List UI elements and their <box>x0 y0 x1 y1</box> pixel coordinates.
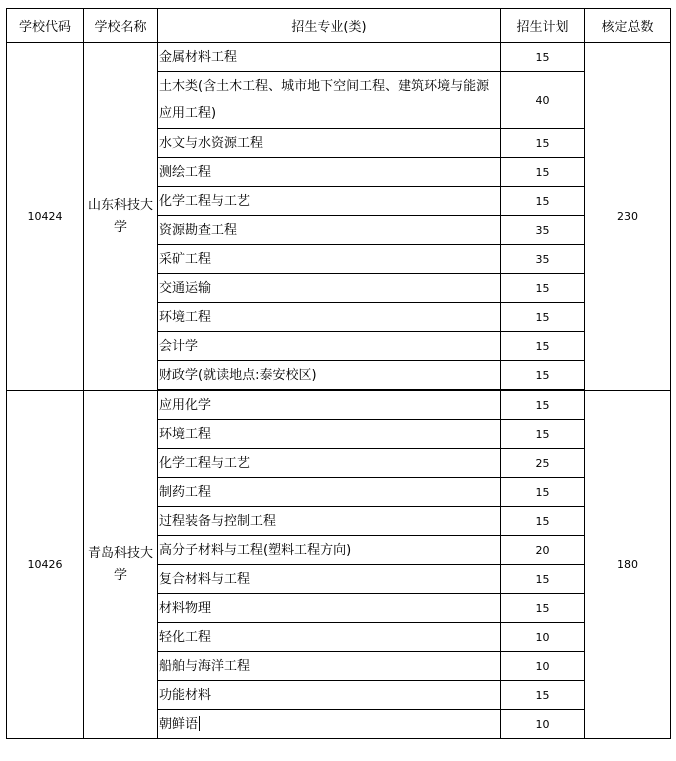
plan-cell[interactable]: 15 <box>501 43 585 72</box>
major-cell[interactable]: 测绘工程 <box>158 158 501 187</box>
school-name-cell[interactable]: 青岛科技大学 <box>84 391 158 739</box>
header-school-code[interactable]: 学校代码 <box>7 9 84 43</box>
plan-cell[interactable]: 15 <box>501 129 585 158</box>
plan-cell[interactable]: 10 <box>501 652 585 681</box>
major-cell[interactable]: 高分子材料与工程(塑料工程方向) <box>158 536 501 565</box>
major-cell[interactable]: 材料物理 <box>158 594 501 623</box>
major-cell[interactable]: 应用化学 <box>158 391 501 420</box>
plan-cell[interactable]: 15 <box>501 158 585 187</box>
major-cell[interactable]: 轻化工程 <box>158 623 501 652</box>
major-cell[interactable]: 环境工程 <box>158 420 501 449</box>
major-cell[interactable]: 财政学(就读地点:泰安校区) <box>158 361 501 390</box>
plan-cell[interactable]: 15 <box>501 391 585 420</box>
table-row <box>7 43 671 72</box>
major-cell[interactable]: 水文与水资源工程 <box>158 129 501 158</box>
total-cell[interactable]: 230 <box>585 43 671 391</box>
major-cell[interactable]: 过程装备与控制工程 <box>158 507 501 536</box>
plan-cell[interactable]: 15 <box>501 478 585 507</box>
major-cell[interactable]: 船舶与海洋工程 <box>158 652 501 681</box>
plan-cell[interactable]: 15 <box>501 361 585 390</box>
plan-cell[interactable]: 10 <box>501 710 585 739</box>
header-school-name[interactable]: 学校名称 <box>84 9 158 43</box>
header-total[interactable]: 核定总数 <box>585 9 671 43</box>
plan-cell[interactable]: 35 <box>501 216 585 245</box>
plan-cell[interactable]: 15 <box>501 507 585 536</box>
plan-cell[interactable]: 15 <box>501 420 585 449</box>
major-cell[interactable]: 资源勘查工程 <box>158 216 501 245</box>
plan-cell[interactable]: 15 <box>501 594 585 623</box>
plan-cell[interactable]: 15 <box>501 274 585 303</box>
major-cell[interactable]: 环境工程 <box>158 303 501 332</box>
plan-cell[interactable]: 15 <box>501 565 585 594</box>
header-major[interactable]: 招生专业(类) <box>158 9 501 43</box>
plan-cell[interactable]: 15 <box>501 187 585 216</box>
total-cell[interactable]: 180 <box>585 391 671 739</box>
table-row <box>7 391 671 420</box>
major-cell[interactable]: 化学工程与工艺 <box>158 187 501 216</box>
plan-cell[interactable]: 15 <box>501 681 585 710</box>
major-cell[interactable]: 功能材料 <box>158 681 501 710</box>
plan-cell[interactable]: 15 <box>501 303 585 332</box>
school-code-cell[interactable]: 10426 <box>7 391 84 739</box>
major-text: 朝鲜语 <box>159 716 199 732</box>
text-cursor <box>199 716 200 731</box>
school-name-cell[interactable]: 山东科技大学 <box>84 43 158 391</box>
school-code-cell[interactable]: 10424 <box>7 43 84 391</box>
major-cell[interactable]: 采矿工程 <box>158 245 501 274</box>
major-cell[interactable]: 化学工程与工艺 <box>158 449 501 478</box>
major-cell[interactable]: 会计学 <box>158 332 501 361</box>
plan-cell[interactable]: 35 <box>501 245 585 274</box>
header-plan[interactable]: 招生计划 <box>501 9 585 43</box>
major-cell[interactable]: 金属材料工程 <box>158 43 501 72</box>
major-cell[interactable]: 交通运输 <box>158 274 501 303</box>
plan-cell[interactable]: 15 <box>501 332 585 361</box>
major-cell[interactable]: 土木类(含土木工程、城市地下空间工程、建筑环境与能源应用工程) <box>158 72 501 129</box>
major-cell[interactable]: 制药工程 <box>158 478 501 507</box>
admission-plan-table <box>6 8 671 739</box>
plan-cell[interactable]: 20 <box>501 536 585 565</box>
major-cell[interactable] <box>158 710 501 739</box>
header-row <box>7 9 671 43</box>
plan-cell[interactable]: 40 <box>501 72 585 129</box>
plan-cell[interactable]: 10 <box>501 623 585 652</box>
major-cell[interactable]: 复合材料与工程 <box>158 565 501 594</box>
plan-cell[interactable]: 25 <box>501 449 585 478</box>
